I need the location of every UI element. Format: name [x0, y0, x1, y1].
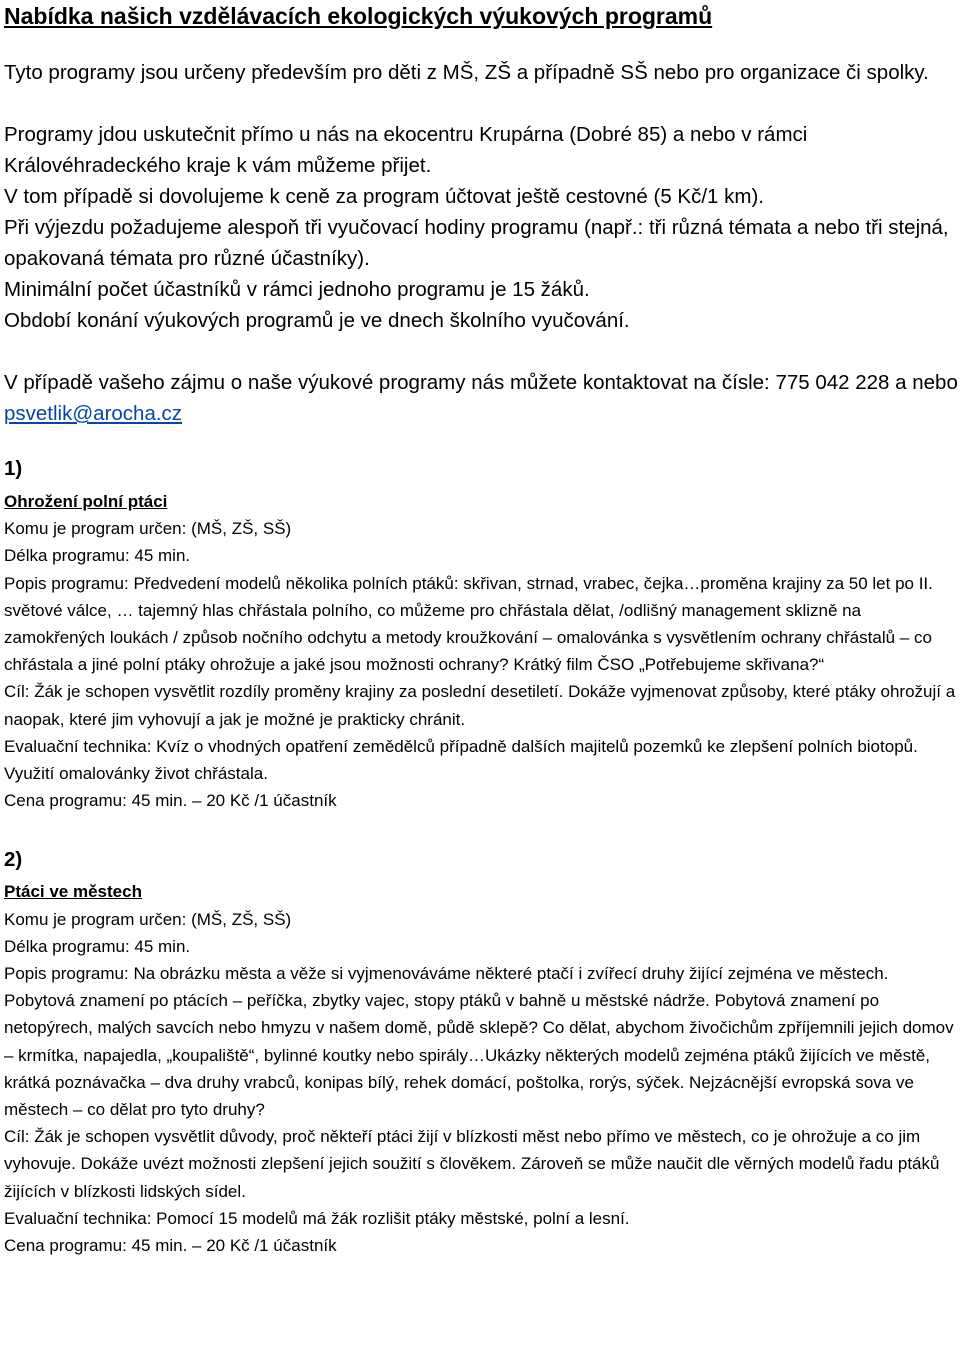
program-description: Popis programu: Na obrázku města a věže si vyjmenováváme některé ptačí i zvířecí druhy žijící zejména ve městech. Pobytová znamení po ptácích – peříčka, zbytky vajec, stopy ptáků v bahně u městské nádrže. Pobytová znamení po netopýrech, malých savcích nebo hmyzu v našem domě, půdě sklepě? Co dělat, abychom živočichům zpříjemnili jejich domov – krmítka, napajedla, „koupaliště“, bylinné koutky nebo spirály…Ukázky některých modelů zejména ptáků žijících ve městě, krátká poznávačka – dva druhy vrabců, konipas bílý, rehek domácí, poštolka, rorýs, sýček. Nejzácnější evropská sova ve městech – co dělat pro tyto druhy? — [4, 964, 954, 1120]
intro-section — [4, 57, 958, 429]
intro-contact — [4, 367, 958, 429]
program-2 — [4, 844, 958, 1259]
intro-location: Programy jdou uskutečnit přímo u nás na ekocentru Krupárna (Dobré 85) a nebo v rámci Královéhradeckého kraje k vám můžeme přijet. — [4, 123, 808, 177]
program-title: Ptáci ve městech — [4, 882, 142, 902]
program-goal: Cíl: Žák je schopen vysvětlit rozdíly proměny krajiny za poslední desetiletí. Dokáže vyjmenovat způsoby, které ptáky ohrožují a naopak, které jim vyhovují a jak je možné je prakticky chránit. — [4, 682, 956, 729]
program-audience: Komu je program určen: (MŠ, ZŠ, SŠ) — [4, 909, 292, 929]
program-title: Ohrožení polní ptáci — [4, 492, 168, 511]
intro-minimum-hours: Při výjezdu požadujeme alespoň tři vyučovací hodiny programu (např.: tři různá témata a nebo tři stejná, opakovaná témata pro různé účastníky). — [4, 216, 949, 270]
page-title: Nabídka našich vzdělávacích ekologických výukových programů — [4, 3, 713, 29]
spacer — [4, 429, 958, 453]
program-details — [4, 878, 958, 1259]
spacer — [4, 336, 958, 367]
document-page — [4, 0, 958, 1259]
contact-text: V případě vašeho zájmu o naše výukové programy nás můžete kontaktovat na čísle: 775 042 228 a nebo — [4, 371, 958, 394]
program-evaluation: Evaluační technika: Pomocí 15 modelů má žák rozlišit ptáky městské, polní a lesní. — [4, 1208, 630, 1228]
program-number: 2) — [4, 848, 23, 872]
program-description: Popis programu: Předvedení modelů několika polních ptáků: skřivan, strnad, vrabec, čejka…proměna krajiny za 50 let po II. světové válce, … tajemný hlas chřástala polního, co můžeme pro chřástala dělat, /odlišný management sklizně na zamokřených loukách / způsob nočního odchytu a metody kroužkování – omalovánka s vysvětlením ochrany chřástalů – co chřástala a jiné polní ptáky ohrožuje a jaké jsou možnosti ochrany? Krátký film ČSO „Potřebujeme skřivana?“ — [4, 573, 933, 675]
program-1 — [4, 453, 958, 814]
program-evaluation: Evaluační technika: Kvíz o vhodných opatření zemědělců případně dalších majitelů pozemků ke zlepšení polních biotopů. Využití omalovánky život chřástala. — [4, 736, 918, 784]
spacer — [4, 814, 958, 844]
program-goal: Cíl: Žák je schopen vysvětlit důvody, proč někteří ptáci žijí v blízkosti měst nebo přímo ve městech, co je ohrožuje a co jim vyhovuje. Dokáže uvézt možnosti zlepšení jejich soužití s člověkem. Zároveň se může naučit dle věrných modelů řadu ptáků žijících v blízkosti lidských sídel. — [4, 1127, 940, 1201]
program-details — [4, 488, 958, 814]
intro-travel: V tom případě si dovolujeme k ceně za program účtovat ještě cestovné (5 Kč/1 km). — [4, 185, 764, 208]
program-price: Cena programu: 45 min. – 20 Kč /1 účastník — [4, 791, 337, 811]
program-length: Délka programu: 45 min. — [4, 546, 191, 566]
program-number: 1) — [4, 457, 23, 480]
spacer — [4, 88, 958, 119]
program-audience: Komu je program určen: (MŠ, ZŠ, SŠ) — [4, 519, 292, 539]
intro-minimum-participants: Minimální počet účastníků v rámci jednoho programu je 15 žáků. — [4, 278, 590, 301]
spacer — [4, 30, 958, 57]
program-price: Cena programu: 45 min. – 20 Kč /1 účastník — [4, 1236, 337, 1256]
contact-email-link[interactable]: psvetlik@arocha.cz — [4, 402, 183, 425]
intro-period: Období konání výukových programů je ve dnech školního vyučování. — [4, 309, 630, 332]
intro-audience: Tyto programy jsou určeny především pro děti z MŠ, ZŠ a případně SŠ nebo pro organizace či spolky. — [4, 61, 929, 84]
program-length: Délka programu: 45 min. — [4, 936, 191, 956]
